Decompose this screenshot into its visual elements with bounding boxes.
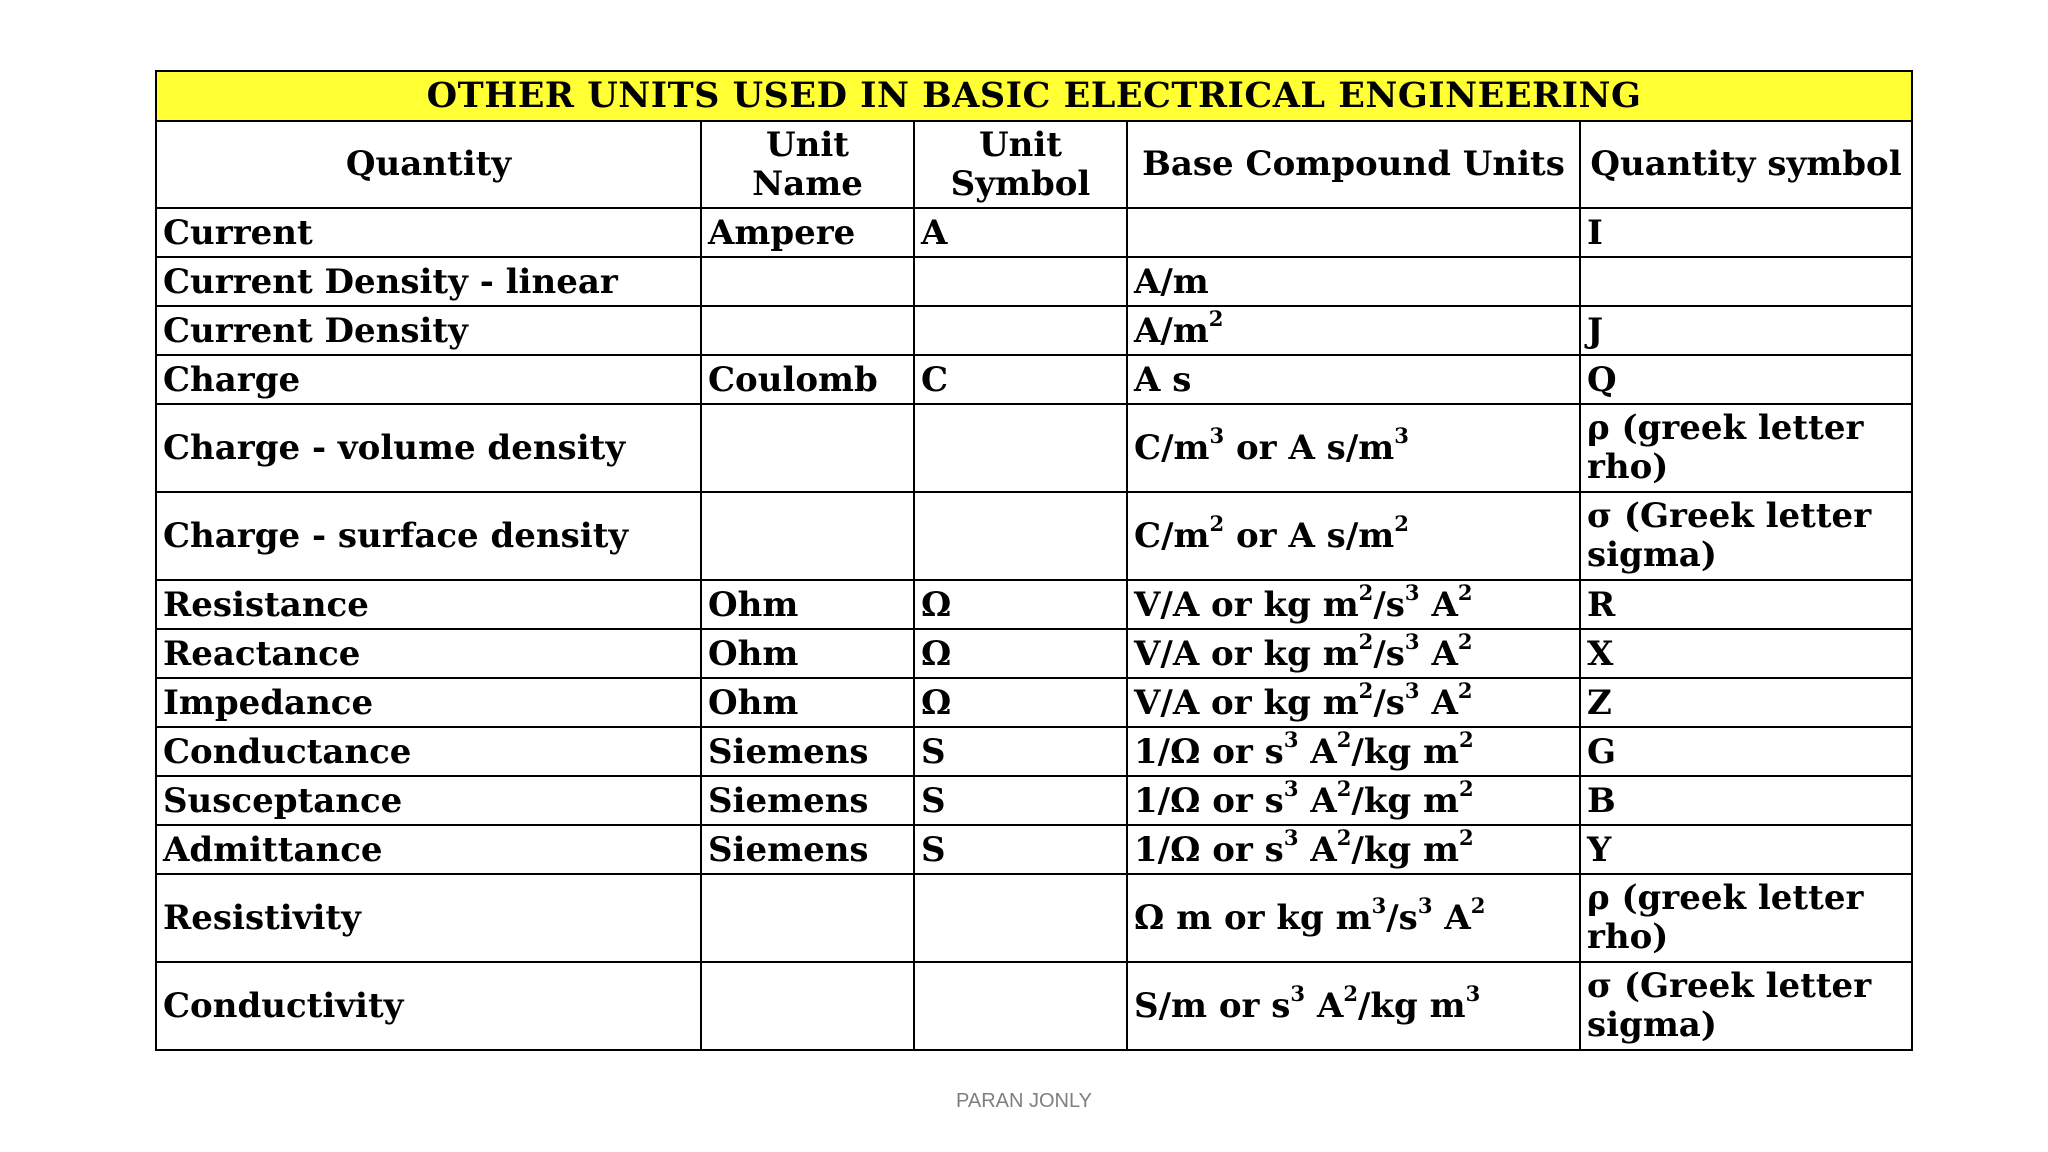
- cell-unit-symbol: C: [914, 355, 1127, 404]
- cell-unit-symbol: [914, 257, 1127, 306]
- cell-quantity-symbol: G: [1580, 727, 1912, 776]
- cell-base-units: A s: [1127, 355, 1580, 404]
- cell-unit-symbol: [914, 492, 1127, 580]
- cell-quantity: Current Density - linear: [156, 257, 701, 306]
- cell-quantity: Susceptance: [156, 776, 701, 825]
- cell-base-units: V/A or kg $m^2/s^3$ $A^2$: [1127, 580, 1580, 629]
- table-row: [156, 404, 1912, 492]
- cell-unit-name: [701, 306, 914, 355]
- units-table: [155, 70, 1913, 1051]
- table-row: [156, 825, 1912, 874]
- cell-unit-symbol: Ω: [914, 629, 1127, 678]
- header-base-units: Base Compound Units: [1127, 121, 1580, 208]
- cell-quantity-symbol: R: [1580, 580, 1912, 629]
- table-row: [156, 962, 1912, 1050]
- cell-quantity: Conductivity: [156, 962, 701, 1050]
- header-row: [156, 121, 1912, 208]
- cell-unit-symbol: [914, 874, 1127, 962]
- cell-unit-symbol: Ω: [914, 678, 1127, 727]
- header-quantity-symbol: Quantity symbol: [1580, 121, 1912, 208]
- cell-quantity-symbol: Z: [1580, 678, 1912, 727]
- cell-unit-symbol: [914, 962, 1127, 1050]
- cell-base-units: $A/m^2$: [1127, 306, 1580, 355]
- cell-unit-symbol: [914, 404, 1127, 492]
- cell-quantity-symbol: σ (Greek letter sigma): [1580, 962, 1912, 1050]
- cell-base-units: V/A or kg $m^2/s^3$ $A^2$: [1127, 678, 1580, 727]
- cell-unit-symbol: Ω: [914, 580, 1127, 629]
- cell-quantity-symbol: [1580, 257, 1912, 306]
- cell-quantity-symbol: ρ (greek letter rho): [1580, 874, 1912, 962]
- header-quantity: Quantity: [156, 121, 701, 208]
- cell-unit-name: Ohm: [701, 678, 914, 727]
- cell-quantity-symbol: Q: [1580, 355, 1912, 404]
- cell-base-units: 1/Ω or $s^3$ $A^2/kg$ $m^2$: [1127, 776, 1580, 825]
- cell-base-units: S/m or $s^3$ $A^2/kg$ $m^3$: [1127, 962, 1580, 1050]
- cell-unit-name: Ampere: [701, 208, 914, 257]
- cell-quantity: Charge: [156, 355, 701, 404]
- cell-unit-symbol: S: [914, 776, 1127, 825]
- cell-base-units: A/m: [1127, 257, 1580, 306]
- cell-unit-name: Coulomb: [701, 355, 914, 404]
- cell-base-units: $C/m^3$ or A $s/m^3$: [1127, 404, 1580, 492]
- table-row: [156, 678, 1912, 727]
- cell-unit-symbol: S: [914, 825, 1127, 874]
- table-row: [156, 355, 1912, 404]
- table-title: OTHER UNITS USED IN BASIC ELECTRICAL ENGINEERING: [156, 71, 1912, 121]
- cell-quantity: Current Density: [156, 306, 701, 355]
- cell-unit-symbol: S: [914, 727, 1127, 776]
- cell-base-units: Ω m or kg $m^3/s^3$ $A^2$: [1127, 874, 1580, 962]
- cell-unit-name: Siemens: [701, 727, 914, 776]
- table-row: [156, 629, 1912, 678]
- cell-quantity: Current: [156, 208, 701, 257]
- header-unit-symbol: Unit Symbol: [914, 121, 1127, 208]
- table-row: [156, 492, 1912, 580]
- cell-unit-name: Ohm: [701, 580, 914, 629]
- footer-credit: PARAN JONLY: [956, 1090, 1092, 1112]
- cell-quantity: Impedance: [156, 678, 701, 727]
- table-row: [156, 257, 1912, 306]
- cell-unit-name: [701, 257, 914, 306]
- cell-base-units: V/A or kg $m^2/s^3$ $A^2$: [1127, 629, 1580, 678]
- cell-quantity: Charge - surface density: [156, 492, 701, 580]
- table-row: [156, 580, 1912, 629]
- table-row: [156, 727, 1912, 776]
- cell-unit-symbol: [914, 306, 1127, 355]
- cell-unit-name: [701, 404, 914, 492]
- cell-unit-name: Ohm: [701, 629, 914, 678]
- cell-base-units: 1/Ω or $s^3$ $A^2/kg$ $m^2$: [1127, 727, 1580, 776]
- cell-quantity-symbol: I: [1580, 208, 1912, 257]
- cell-quantity-symbol: σ (Greek letter sigma): [1580, 492, 1912, 580]
- cell-base-units: 1/Ω or $s^3$ $A^2/kg$ $m^2$: [1127, 825, 1580, 874]
- cell-quantity: Resistivity: [156, 874, 701, 962]
- cell-quantity: Admittance: [156, 825, 701, 874]
- cell-quantity-symbol: J: [1580, 306, 1912, 355]
- cell-base-units: $C/m^2$ or A $s/m^2$: [1127, 492, 1580, 580]
- cell-quantity: Resistance: [156, 580, 701, 629]
- cell-unit-name: Siemens: [701, 776, 914, 825]
- table-body: [156, 208, 1912, 1050]
- cell-quantity: Charge - volume density: [156, 404, 701, 492]
- cell-unit-name: Siemens: [701, 825, 914, 874]
- cell-quantity: Conductance: [156, 727, 701, 776]
- cell-unit-name: [701, 492, 914, 580]
- cell-unit-symbol: A: [914, 208, 1127, 257]
- table-row: [156, 306, 1912, 355]
- cell-quantity-symbol: Y: [1580, 825, 1912, 874]
- cell-base-units: [1127, 208, 1580, 257]
- table-row: [156, 208, 1912, 257]
- header-unit-name: Unit Name: [701, 121, 914, 208]
- cell-quantity-symbol: X: [1580, 629, 1912, 678]
- cell-quantity: Reactance: [156, 629, 701, 678]
- cell-quantity-symbol: ρ (greek letter rho): [1580, 404, 1912, 492]
- cell-unit-name: [701, 962, 914, 1050]
- cell-quantity-symbol: B: [1580, 776, 1912, 825]
- cell-unit-name: [701, 874, 914, 962]
- table-row: [156, 874, 1912, 962]
- title-row: [156, 71, 1912, 121]
- table-row: [156, 776, 1912, 825]
